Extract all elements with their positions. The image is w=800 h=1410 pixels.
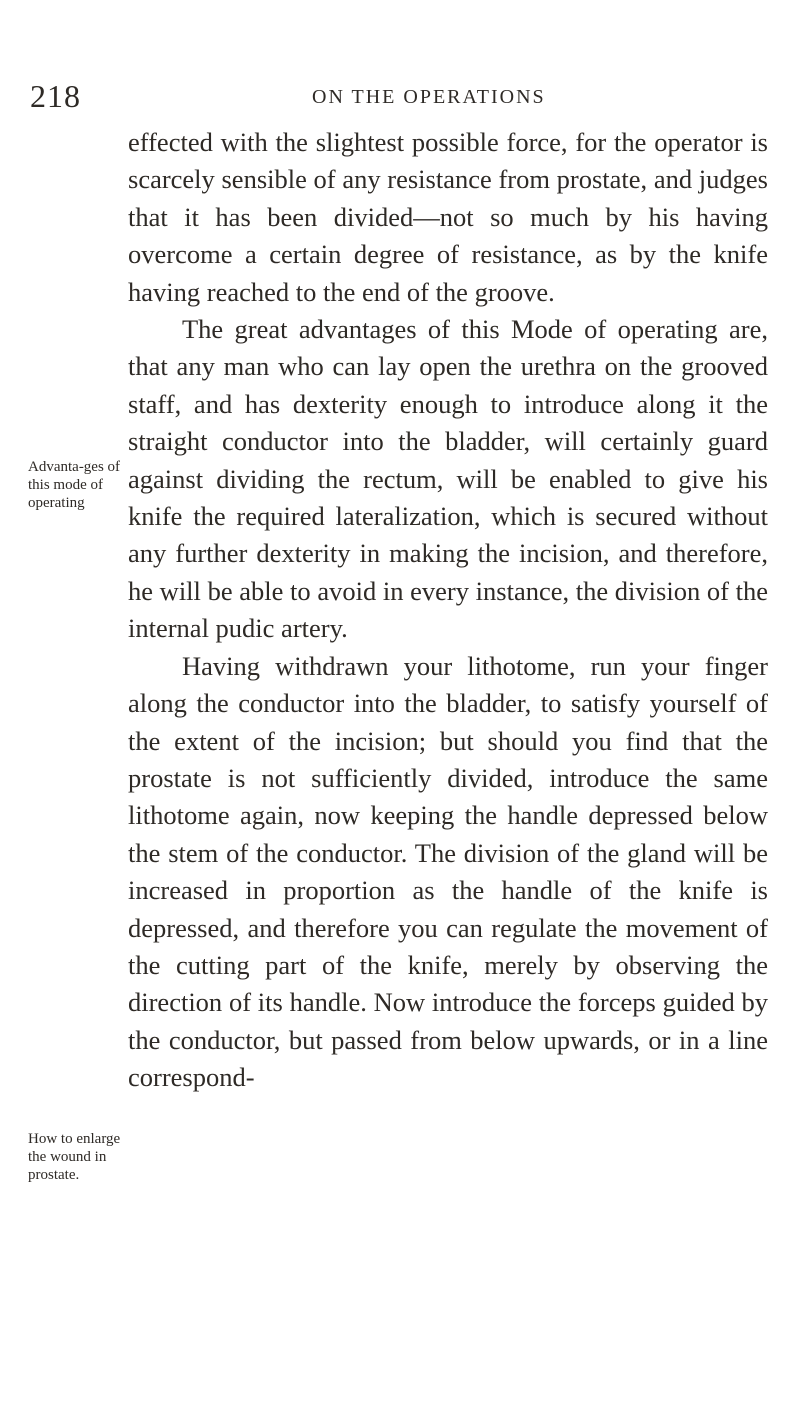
paragraph-advantages: The great advantages of this Mode of operating are, that any man who can lay open the urethra on the grooved staff, and has dexterity enough to introduce along it the straight conductor into the bladder, will certainly guard against dividing the rectum, will be enabled to give his knife the required lateralization, which is secured without any further dexterity in making the incision, and therefore, he will be able to avoid in every instance, the division of the internal pudic artery. xyxy=(128,314,768,644)
paragraph-withdrawn-lithotome: Having withdrawn your lithotome, run your finger along the conductor into the bladder, to satisfy yourself of the extent of the incision; but should you find that the prostate is not sufficiently divided, introduce the same lithotome again, now keeping the handle depressed below the stem of the conductor. The division of the gland will be increased in proportion as the handle of the knife is depressed, and therefore you can regulate the movement of the cutting part of the knife, merely by observing the direction of its handle. Now introduce the forceps guided by the conductor, but passed from below upwards, or in a line correspond- xyxy=(128,650,768,1093)
margin-note-advantages: Advanta-ges of this mode of operating xyxy=(28,459,121,511)
running-title: ON THE OPERATIONS xyxy=(312,86,546,108)
margin-note-enlarge-wound: How to enlarge the wound in prostate. xyxy=(28,1131,121,1183)
page-number: 218 xyxy=(30,78,81,114)
paragraph-continuation: effected with the slightest possible force, for the operator is scarcely sensible of any resistance from prostate, and judges that it has been divided—not so much by his having overcome a certain degree of resistance, as by the knife having reached to the end of the groove. xyxy=(128,127,768,307)
body-text xyxy=(128,124,768,1097)
